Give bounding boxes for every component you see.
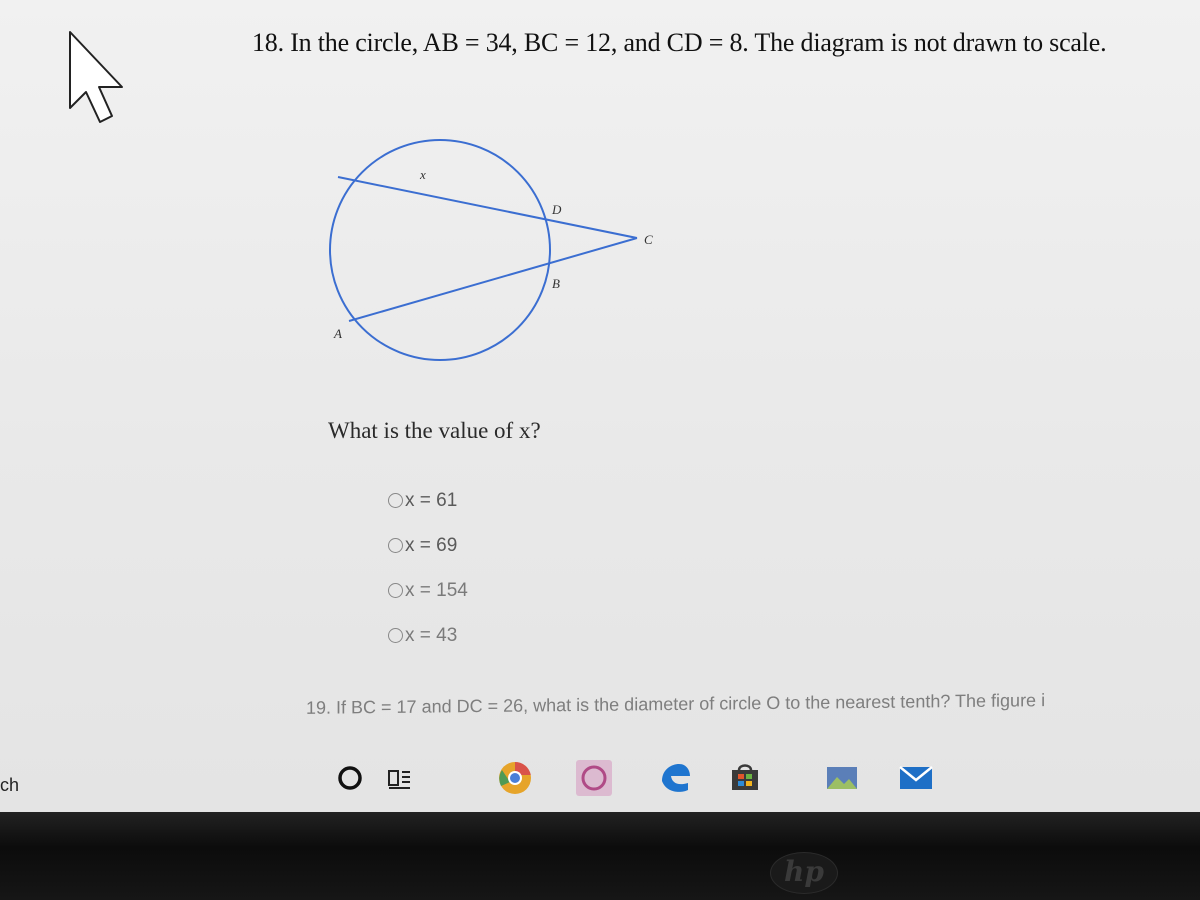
taskbar [0,752,1200,810]
circle [330,140,550,360]
circle-diagram [300,110,700,380]
choice-option[interactable] [388,523,468,568]
search-icon[interactable] [332,760,368,796]
hp-logo: hp [770,852,838,894]
radio-button[interactable] [388,583,403,598]
choice-option[interactable] [388,613,468,658]
task-view-icon[interactable] [381,760,417,796]
laptop-bezel [0,812,1200,900]
label-d: D [552,202,562,217]
choice-option[interactable] [388,478,468,523]
secant-through-b [349,238,637,321]
photos-icon[interactable] [824,760,860,796]
label-b: B [552,276,560,291]
store-icon[interactable] [727,760,763,796]
radio-button[interactable] [388,538,403,553]
label-c: C [644,232,653,247]
cortana-icon[interactable] [576,760,612,796]
choice-label: x = 43 [405,624,458,646]
choice-label: x = 61 [405,489,458,511]
radio-button[interactable] [388,628,403,643]
question-title: 18. In the circle, AB = 34, BC = 12, and CD = 8. The diagram is not drawn to scale. [252,28,1107,57]
question-prompt: What is the value of x? [328,418,541,443]
choice-label: x = 154 [405,579,468,601]
next-question-text: 19. If BC = 17 and DC = 26, what is the diameter of circle O to the nearest tenth? The figure i [306,690,1046,718]
radio-button[interactable] [388,493,403,508]
taskbar-search-text[interactable]: ch [0,775,20,795]
answer-choices [388,478,468,658]
choice-option[interactable] [388,568,468,613]
chrome-icon[interactable] [497,760,533,796]
label-a: A [334,326,342,341]
label-x: x [420,167,426,182]
mail-icon[interactable] [898,760,934,796]
edge-icon[interactable] [657,760,693,796]
mouse-pointer-icon [62,26,132,126]
secant-through-d [338,177,637,238]
choice-label: x = 69 [405,534,458,556]
